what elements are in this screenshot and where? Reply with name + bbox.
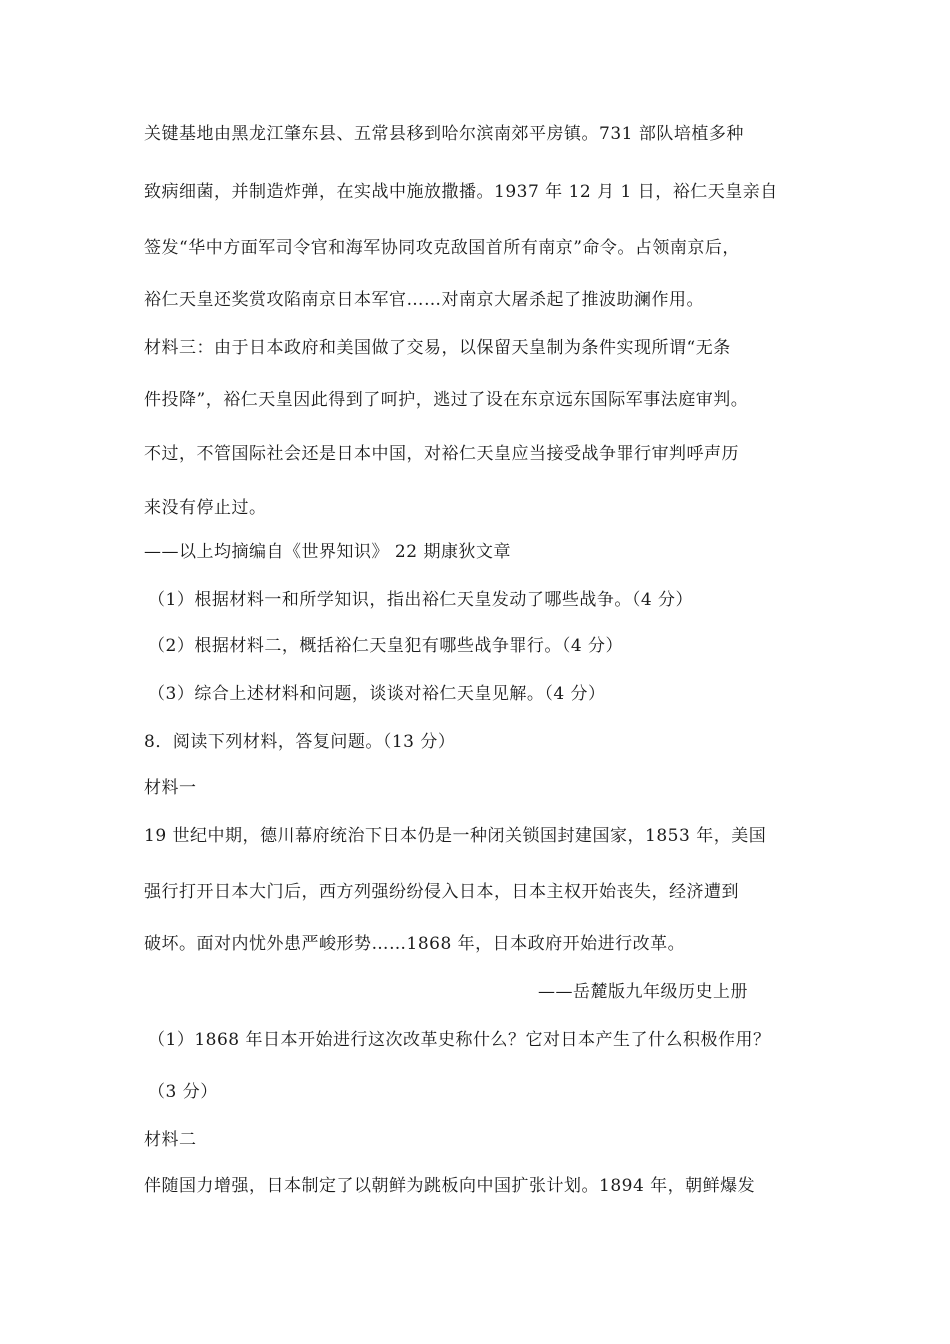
source-citation: ——岳麓版九年级历史上册: [538, 982, 748, 1002]
paragraph-line: 不过，不管国际社会还是日本中国，对裕仁天皇应当接受战争罪行审判呼声历: [144, 444, 739, 464]
paragraph-line: 来没有停止过。: [144, 498, 267, 518]
paragraph-line: 19 世纪中期，德川幕府统治下日本仍是一种闭关锁国封建国家，1853 年，美国: [144, 826, 767, 846]
paragraph-line: 件投降”，裕仁天皇因此得到了呵护，逃过了设在东京远东国际军事法庭审判。: [144, 390, 749, 410]
question-line: （3）综合上述材料和问题，谈谈对裕仁天皇见解。（4 分）: [148, 684, 606, 704]
question-heading: 8．阅读下列材料，答复问题。（13 分）: [144, 732, 456, 752]
question-line: （1）根据材料一和所学知识，指出裕仁天皇发动了哪些战争。（4 分）: [148, 590, 694, 610]
material-label: 材料二: [144, 1130, 197, 1150]
question-line: （2）根据材料二，概括裕仁天皇犯有哪些战争罪行。（4 分）: [148, 636, 624, 656]
paragraph-line: 伴随国力增强，日本制定了以朝鲜为跳板向中国扩张计划。1894 年，朝鲜爆发: [144, 1176, 756, 1196]
paragraph-line: 签发“华中方面军司令官和海军协同攻克敌国首所有南京”命令。占领南京后，: [144, 238, 740, 258]
material-label: 材料一: [144, 778, 197, 798]
question-line: （1）1868 年日本开始进行这次改革史称什么？它对日本产生了什么积极作用？: [148, 1030, 771, 1050]
material-three-line: 材料三：由于日本政府和美国做了交易，以保留天皇制为条件实现所谓“无条: [144, 338, 731, 358]
paragraph-line: 裕仁天皇还奖赏攻陷南京日本军官……对南京大屠杀起了推波助澜作用。: [144, 290, 704, 310]
question-line: （3 分）: [148, 1082, 218, 1102]
paragraph-line: 关键基地由黑龙江肇东县、五常县移到哈尔滨南郊平房镇。731 部队培植多种: [144, 124, 744, 144]
paragraph-line: 强行打开日本大门后，西方列强纷纷侵入日本，日本主权开始丧失，经济遭到: [144, 882, 739, 902]
paragraph-line: 破坏。面对内忧外患严峻形势……1868 年，日本政府开始进行改革。: [144, 934, 686, 954]
source-citation: ——以上均摘编自《世界知识》 22 期康狄文章: [144, 542, 511, 562]
paragraph-line: 致病细菌，并制造炸弹，在实战中施放撒播。1937 年 12 月 1 日，裕仁天皇亲自: [144, 182, 778, 202]
